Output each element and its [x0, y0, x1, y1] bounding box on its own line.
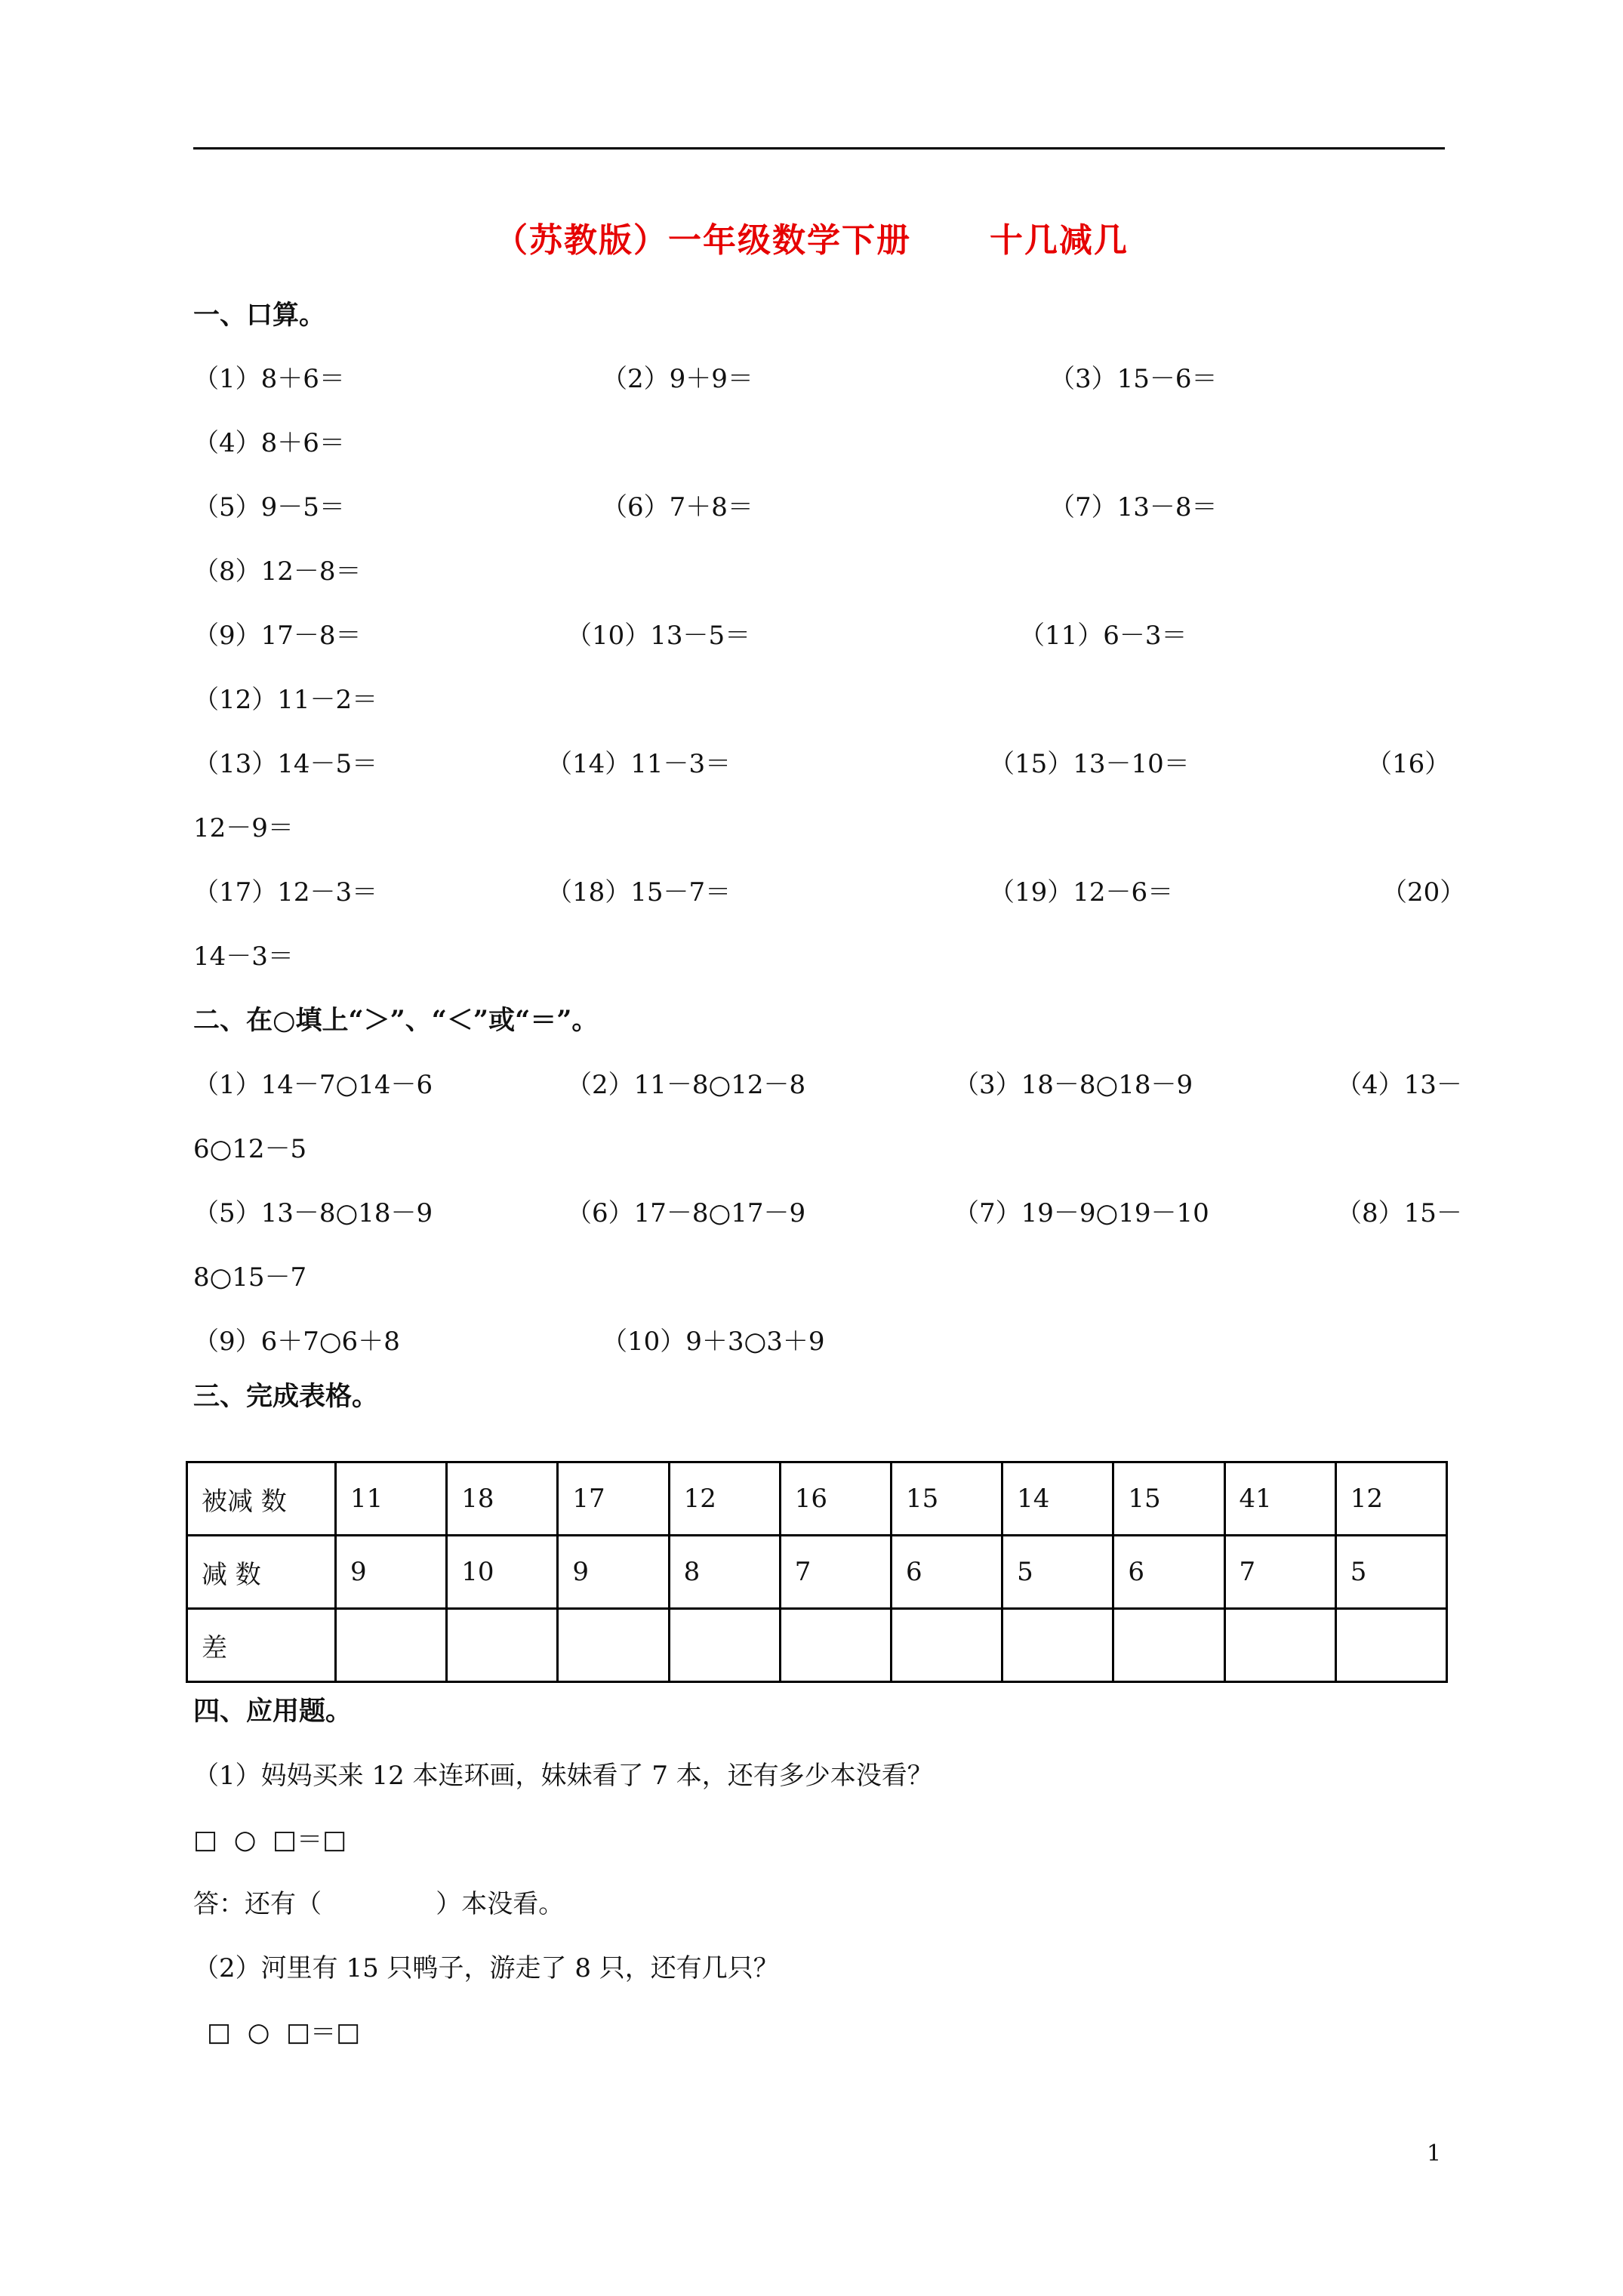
- subtrahend-cell: 6: [1113, 1536, 1224, 1609]
- problem: （13）14－5＝: [193, 749, 378, 779]
- comparison-problem: 8○15－7: [193, 1262, 307, 1293]
- section-2-heading: 二、在○填上“＞”、“＜”或“＝”。: [193, 1005, 599, 1036]
- difference-cell: [1002, 1609, 1113, 1682]
- subtrahend-cell: 8: [669, 1536, 780, 1609]
- problem: （6）7＋8＝: [602, 492, 753, 522]
- difference-cell: [1224, 1609, 1335, 1682]
- word-problem-1: （1）妈妈买来 12 本连环画，妹妹看了 7 本，还有多少本没看？: [193, 1761, 933, 1791]
- comparison-problem: （9）6＋7○6＋8: [193, 1327, 400, 1357]
- subtrahend-cell: 6: [891, 1536, 1002, 1609]
- header-rule: [193, 147, 1445, 149]
- problem: 12－9＝: [193, 813, 294, 843]
- comparison-problem: （3）18－8○18－9: [953, 1070, 1193, 1100]
- comparison-problem: （10）9＋3○3＋9: [602, 1327, 825, 1357]
- problem: （19）12－6＝: [989, 877, 1174, 908]
- difference-cell: [336, 1609, 447, 1682]
- problem: （14）11－3＝: [547, 749, 731, 779]
- difference-cell: [669, 1609, 780, 1682]
- comparison-problem: （8）15－: [1336, 1198, 1462, 1228]
- formula-blanks-1: □ ○ □＝□: [193, 1825, 347, 1855]
- difference-cell: [1335, 1609, 1446, 1682]
- minuend-cell: 14: [1002, 1462, 1113, 1536]
- comparison-problem: （7）19－9○19－10: [953, 1198, 1209, 1228]
- table-row-subtrahend: [187, 1536, 1447, 1609]
- answer-line-1: 答：还有（ ）本没看。: [193, 1889, 565, 1919]
- problem: （15）13－10＝: [989, 749, 1190, 779]
- problem: （11）6－3＝: [1019, 621, 1187, 651]
- section-4-heading: 四、应用题。: [193, 1696, 353, 1727]
- subtrahend-cell: 9: [558, 1536, 669, 1609]
- comparison-problem: （2）11－8○12－8: [566, 1070, 806, 1100]
- formula-blanks-2: □ ○ □＝□: [207, 2017, 361, 2048]
- problem: （7）13－8＝: [1049, 492, 1218, 522]
- table-row-difference: [187, 1609, 1447, 1682]
- word-problem-2: （2）河里有 15 只鸭子，游走了 8 只，还有几只？: [193, 1953, 779, 1983]
- problem: （2）9＋9＝: [602, 364, 753, 394]
- minuend-cell: 12: [1335, 1462, 1446, 1536]
- subtrahend-cell: 7: [780, 1536, 891, 1609]
- problem: （20）: [1381, 877, 1466, 908]
- subtrahend-cell: 10: [447, 1536, 558, 1609]
- problem: （9）17－8＝: [193, 621, 362, 651]
- problem: 14－3＝: [193, 942, 294, 972]
- page-number: 1: [1427, 2140, 1442, 2167]
- problem: （1）8＋6＝: [193, 364, 345, 394]
- minuend-cell: 16: [780, 1462, 891, 1536]
- problem: （10）13－5＝: [566, 621, 751, 651]
- problem: （18）15－7＝: [547, 877, 731, 908]
- minuend-cell: 11: [336, 1462, 447, 1536]
- problem: （5）9－5＝: [193, 492, 345, 522]
- minuend-cell: 17: [558, 1462, 669, 1536]
- minuend-cell: 12: [669, 1462, 780, 1536]
- subtrahend-cell: 9: [336, 1536, 447, 1609]
- minuend-cell: 15: [891, 1462, 1002, 1536]
- subtrahend-cell: 5: [1002, 1536, 1113, 1609]
- problem: （4）8＋6＝: [193, 428, 345, 458]
- comparison-problem: 6○12－5: [193, 1134, 307, 1164]
- row-label-subtrahend: 减 数: [187, 1536, 336, 1609]
- comparison-problem: （1）14－7○14－6: [193, 1070, 433, 1100]
- subtrahend-cell: 5: [1335, 1536, 1446, 1609]
- comparison-problem: （6）17－8○17－9: [566, 1198, 806, 1228]
- section-3-heading: 三、完成表格。: [193, 1381, 379, 1412]
- subtraction-table: [186, 1461, 1448, 1683]
- section-1-heading: 一、口算。: [193, 300, 326, 331]
- problem: （12）11－2＝: [193, 685, 378, 715]
- table-row-minuend: [187, 1462, 1447, 1536]
- comparison-problem: （5）13－8○18－9: [193, 1198, 433, 1228]
- comparison-problem: （4）13－: [1336, 1070, 1462, 1100]
- minuend-cell: 41: [1224, 1462, 1335, 1536]
- difference-cell: [891, 1609, 1002, 1682]
- difference-cell: [780, 1609, 891, 1682]
- problem: （3）15－6＝: [1049, 364, 1218, 394]
- problem: （17）12－3＝: [193, 877, 378, 908]
- worksheet-title: （苏教版）一年级数学下册 十几减几: [494, 221, 1129, 260]
- difference-cell: [447, 1609, 558, 1682]
- difference-cell: [1113, 1609, 1224, 1682]
- minuend-cell: 18: [447, 1462, 558, 1536]
- problem: （8）12－8＝: [193, 556, 362, 587]
- subtrahend-cell: 7: [1224, 1536, 1335, 1609]
- difference-cell: [558, 1609, 669, 1682]
- row-label-minuend: 被减 数: [187, 1462, 336, 1536]
- minuend-cell: 15: [1113, 1462, 1224, 1536]
- problem: （16）: [1366, 749, 1451, 779]
- row-label-difference: 差: [187, 1609, 336, 1682]
